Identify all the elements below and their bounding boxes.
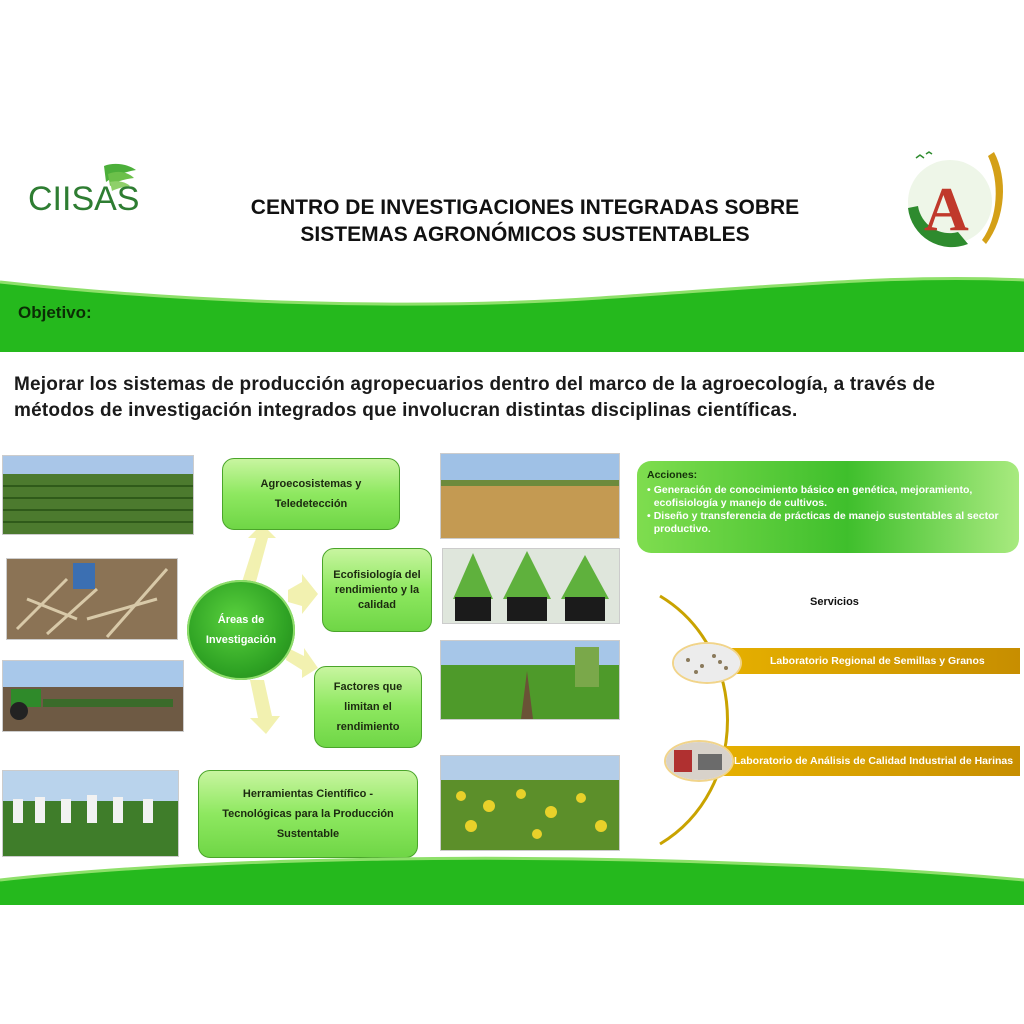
lab-semillas-label: Laboratorio Regional de Semillas y Granos: [770, 655, 985, 667]
area-box-agroecosistemas: [222, 458, 400, 530]
area-label-1: Agroecosistemas y Teledetección: [260, 478, 362, 510]
lab-harinas-bar: [720, 746, 1020, 776]
center-label: Áreas de Investigación: [205, 614, 277, 646]
servicios-title: Servicios: [810, 596, 859, 608]
area-label-4: Herramientas Científico - Tecnológicas para la Producción Sustentable: [222, 788, 394, 840]
lab-semillas-image: [672, 642, 742, 684]
acciones-title: Acciones:: [647, 469, 698, 481]
photo-yellow-field: [440, 755, 620, 851]
area-label-2: Ecofisiología del rendimiento y la calidad: [333, 568, 421, 611]
acciones-item-text: Diseño y transferencia de prácticas de manejo sustentables al sector productivo.: [653, 510, 999, 535]
title-line-2: SISTEMAS AGRONÓMICOS SUSTENTABLES: [300, 223, 750, 246]
svg-text:A: A: [924, 176, 969, 244]
photo-tractor: [2, 660, 184, 732]
photo-field-rows: [2, 455, 194, 535]
photo-people-field: [2, 770, 179, 857]
acciones-box: [637, 461, 1019, 553]
area-label-3: Factores que limitan el rendimiento: [333, 681, 403, 733]
bottom-banner: [0, 850, 1024, 905]
photo-wheat-field: [440, 453, 620, 539]
svg-text:CIISAS: CIISAS: [28, 180, 140, 218]
acciones-item: • Diseño y transferencia de prácticas de manejo sustentables al sector productivo.: [647, 510, 1009, 536]
photo-pots: [442, 548, 620, 624]
acciones-item-text: Generación de conocimiento básico en genética, mejoramiento, ecofisiología y manejo de cultivos.: [653, 484, 973, 509]
servicios-arc: [640, 590, 740, 850]
ciisas-logo: [24, 160, 164, 220]
objective-label: Objetivo:: [18, 303, 92, 322]
acciones-item: • Generación de conocimiento básico en genética, mejoramiento, ecofisiología y manejo de cultivos.: [647, 484, 1009, 510]
lab-harinas-label: Laboratorio de Análisis de Calidad Industrial de Harinas: [734, 755, 1014, 767]
faculty-logo: [898, 148, 1010, 248]
lab-harinas-image: [664, 740, 734, 782]
photo-stubble: [6, 558, 178, 640]
center-circle-areas: [187, 580, 295, 680]
title-line-1: CENTRO DE INVESTIGACIONES INTEGRADAS SOBRE: [250, 196, 800, 219]
photo-green-crop: [440, 640, 620, 720]
page-title: [180, 194, 870, 248]
objective-text: Mejorar los sistemas de producción agropecuarios dentro del marco de la agroecología, a través de métodos de investigación integrados que involucran distintas disciplinas científicas.: [14, 374, 936, 421]
area-box-ecofisiologia: [322, 548, 432, 632]
area-box-factores: [314, 666, 422, 748]
lab-semillas-bar: [720, 648, 1020, 674]
objective-banner: [0, 270, 1024, 352]
area-box-herramientas: [198, 770, 418, 858]
